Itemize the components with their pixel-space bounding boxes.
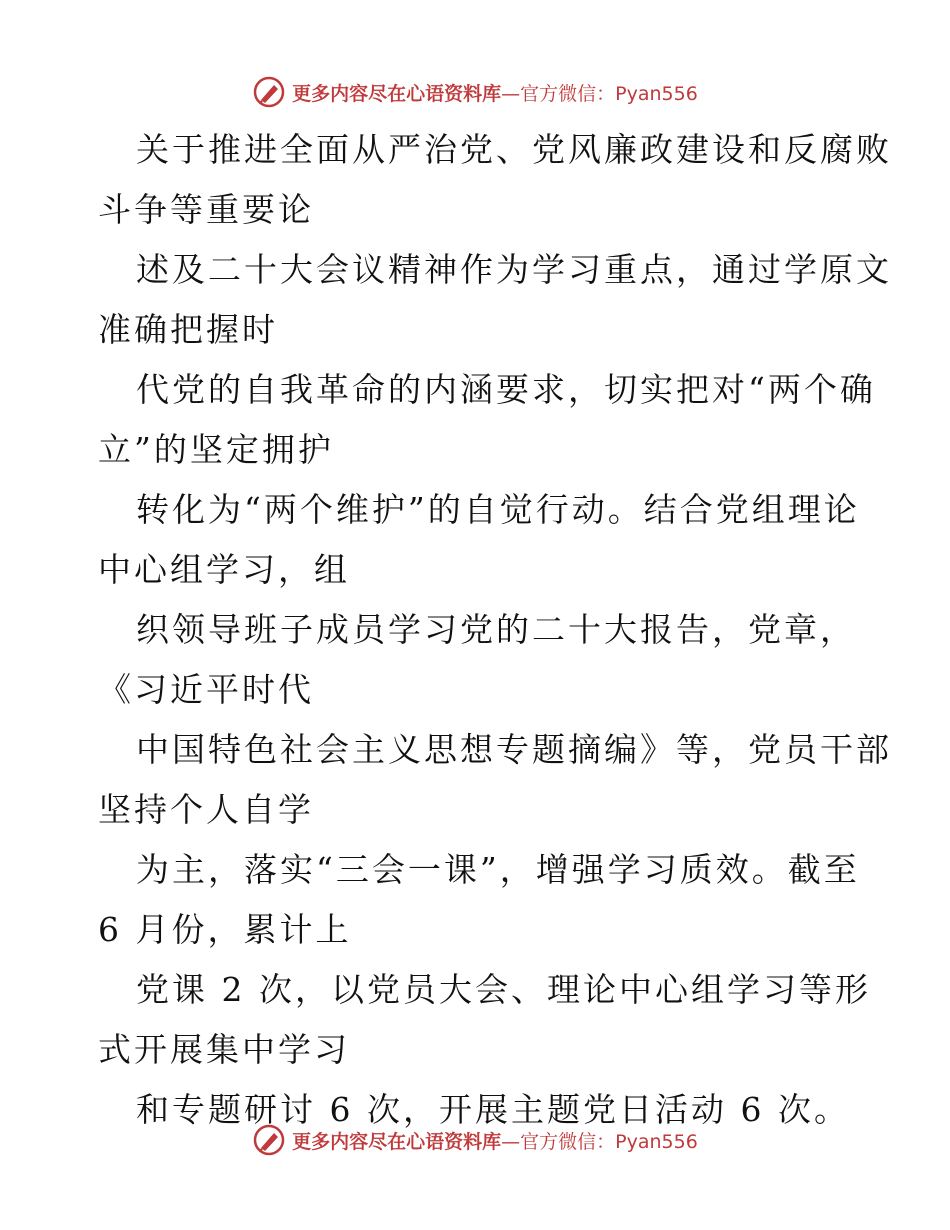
- text-line: 立”的坚定拥护: [98, 430, 334, 469]
- footer-watermark: [0, 1118, 950, 1162]
- text-line: 为主，落实“三会一课”，增强学习质效。截至: [136, 850, 860, 889]
- watermark-suffix: 官方微信：Pyan556: [520, 1130, 698, 1153]
- text-line: 和专题研讨 6 次，开展主题党日活动 6 次。: [136, 1090, 850, 1129]
- watermark-main: 更多内容尽在心语资料库: [292, 1130, 502, 1153]
- text-line: 述及二十大会议精神作为学习重点，通过学原文: [136, 250, 892, 289]
- watermark-suffix: 官方微信：Pyan556: [520, 82, 698, 105]
- text-line: 代党的自我革命的内涵要求，切实把对“两个确: [136, 370, 876, 409]
- text-line: 式开展集中学习: [98, 1030, 350, 1069]
- text-line: 准确把握时: [98, 310, 278, 349]
- watermark-text: [292, 1127, 698, 1154]
- watermark-text: [292, 79, 698, 106]
- text-line: 斗争等重要论: [98, 190, 314, 229]
- text-line: 坚持个人自学: [98, 790, 314, 829]
- text-line: 织领导班子成员学习党的二十大报告，党章，: [136, 610, 856, 649]
- header-watermark: [0, 70, 950, 114]
- text-line: 6 月份，累计上: [98, 910, 352, 949]
- watermark-separator: —: [501, 82, 521, 105]
- text-line: 《习近平时代: [98, 670, 314, 709]
- watermark-main: 更多内容尽在心语资料库: [292, 82, 502, 105]
- text-line: 关于推进全面从严治党、党风廉政建设和反腐败: [136, 130, 892, 169]
- text-line: 中国特色社会主义思想专题摘编》等，党员干部: [136, 730, 892, 769]
- watermark-separator: —: [501, 1130, 521, 1153]
- text-line: 转化为“两个维护”的自觉行动。结合党组理论: [136, 490, 860, 529]
- pen-logo-icon: [252, 1123, 286, 1157]
- text-line: 中心组学习，组: [98, 550, 350, 589]
- document-body: [98, 120, 892, 1140]
- pen-logo-icon: [252, 75, 286, 109]
- text-line: 党课 2 次，以党员大会、理论中心组学习等形: [136, 970, 871, 1009]
